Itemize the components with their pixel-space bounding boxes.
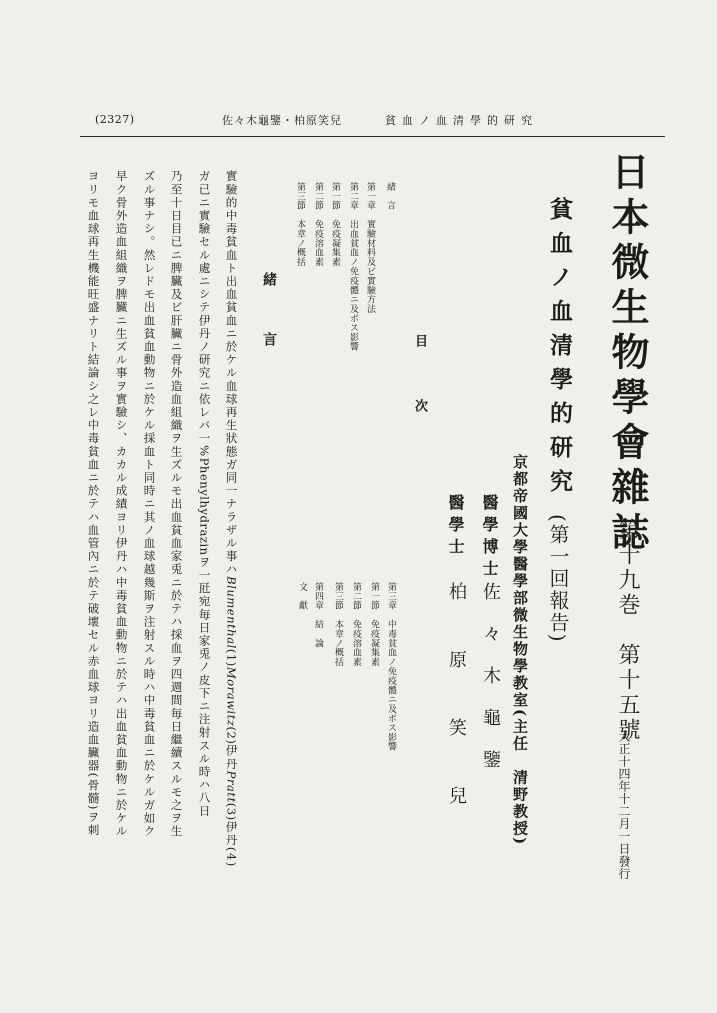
- citation-name: Blumenthal: [224, 576, 239, 649]
- header-rule: [80, 136, 665, 137]
- body-line: 乃至十日目已ニ脾臟及ビ肝臟ニ骨外造血組織ヲ生ズルモ出血貧血家兎ニ於テハ採血ヲ四週間毎日繼續スルモ之ヲ生: [169, 170, 184, 839]
- body-line: [225, 170, 237, 868]
- toc-item: 文 獻: [297, 582, 307, 611]
- citation-ref: (3): [224, 802, 239, 821]
- toc-item: 第二章 出血貧血ノ免疫體ニ及ボス影響: [348, 182, 358, 352]
- body-text: 實驗的中毒貧血ト出血貧血ニ於ケル血球再生狀態ガ同一ナラザル事ハ: [224, 170, 239, 577]
- journal-volume-issue: 第十九巻 第十五號: [615, 518, 640, 743]
- institution: 京都帝國大學醫學部微生物學教室(主任 清野教授): [511, 454, 529, 847]
- citation-ref: (2): [224, 726, 239, 745]
- citation-ref: (1): [224, 648, 239, 667]
- chemical-name: Phenylhydrazin: [197, 457, 212, 556]
- toc-item: 第三章 中毒貧血ノ免疫體ニ及ボス影響: [386, 582, 396, 752]
- running-header-authors: 佐々木龜鑒・柏原笑兒: [222, 114, 342, 127]
- body-line: [198, 170, 210, 818]
- section-heading: 緒言: [261, 272, 277, 392]
- body-line: ズル事ナシ。然レドモ出血貧血動物ニ於ケル採血ト同時ニ其ノ血球越幾斯ヲ注射スル時ハ中毒貧血ニ於ケルガ如ク: [142, 170, 157, 839]
- citation-name: Pratt: [224, 770, 239, 803]
- body-text: ヲ一瓩宛毎日家兎ノ皮下ニ注射スル時ハ八日: [197, 555, 212, 818]
- issue-date: 大正十四年十二月一日發行: [617, 730, 631, 880]
- body-line: ヨリモ血球再生機能旺盛ナリト結論シ之レ中毒貧血ニ於テハ血管內ニ於テ破壞セル赤血球ヨリ造血臟器(骨髓)ヲ刺: [86, 170, 101, 838]
- toc-item: 第三節 本章ノ概括: [333, 582, 343, 667]
- body-text: ガ已ニ實驗セル處ニシテ伊丹ノ研究ニ依レバ一%: [197, 170, 212, 458]
- author-name: 佐々木龜鑒: [480, 582, 501, 792]
- toc-item: 第二節 免疫溶血素: [313, 182, 323, 267]
- toc-item: 第三節 本章ノ概括: [295, 182, 305, 267]
- article-title: 貧血ノ血清學的研究: [546, 197, 573, 503]
- running-header-title: 貧血ノ血清學的研究: [385, 114, 538, 127]
- toc-item: 第二節 免疫溶血素: [351, 582, 361, 667]
- body-text: 伊丹: [224, 744, 239, 771]
- body-line: 早ク骨外造血組織ヲ脾臟ニ生ズル事ヲ實驗シ、カカル成績ヨリ伊丹ハ中毒貧血動物ニ於テハ出血貧血動物ニ於ケル: [114, 170, 129, 839]
- toc-item: 第一章 實驗材料及ビ實驗方法: [365, 182, 375, 314]
- toc-item: 緒 言: [385, 182, 395, 211]
- toc-item: 第一節 免疫凝集素: [369, 582, 379, 667]
- page-number: (2327): [95, 113, 135, 126]
- journal-title: 日本微生物學會雜誌: [605, 152, 650, 557]
- author-degree: 醫學博士: [480, 494, 499, 582]
- author-name: 柏原笑兒: [446, 582, 467, 854]
- toc-item: 第一節 免疫凝集素: [330, 182, 340, 267]
- author-degree: 醫學士: [446, 494, 465, 560]
- article-series: (第一回報告): [546, 514, 570, 644]
- body-text: 伊丹(4): [224, 820, 239, 868]
- toc-heading: 目次: [412, 334, 427, 464]
- toc-item: 第四章 結 論: [313, 582, 323, 648]
- citation-name: Morawitz: [224, 666, 239, 727]
